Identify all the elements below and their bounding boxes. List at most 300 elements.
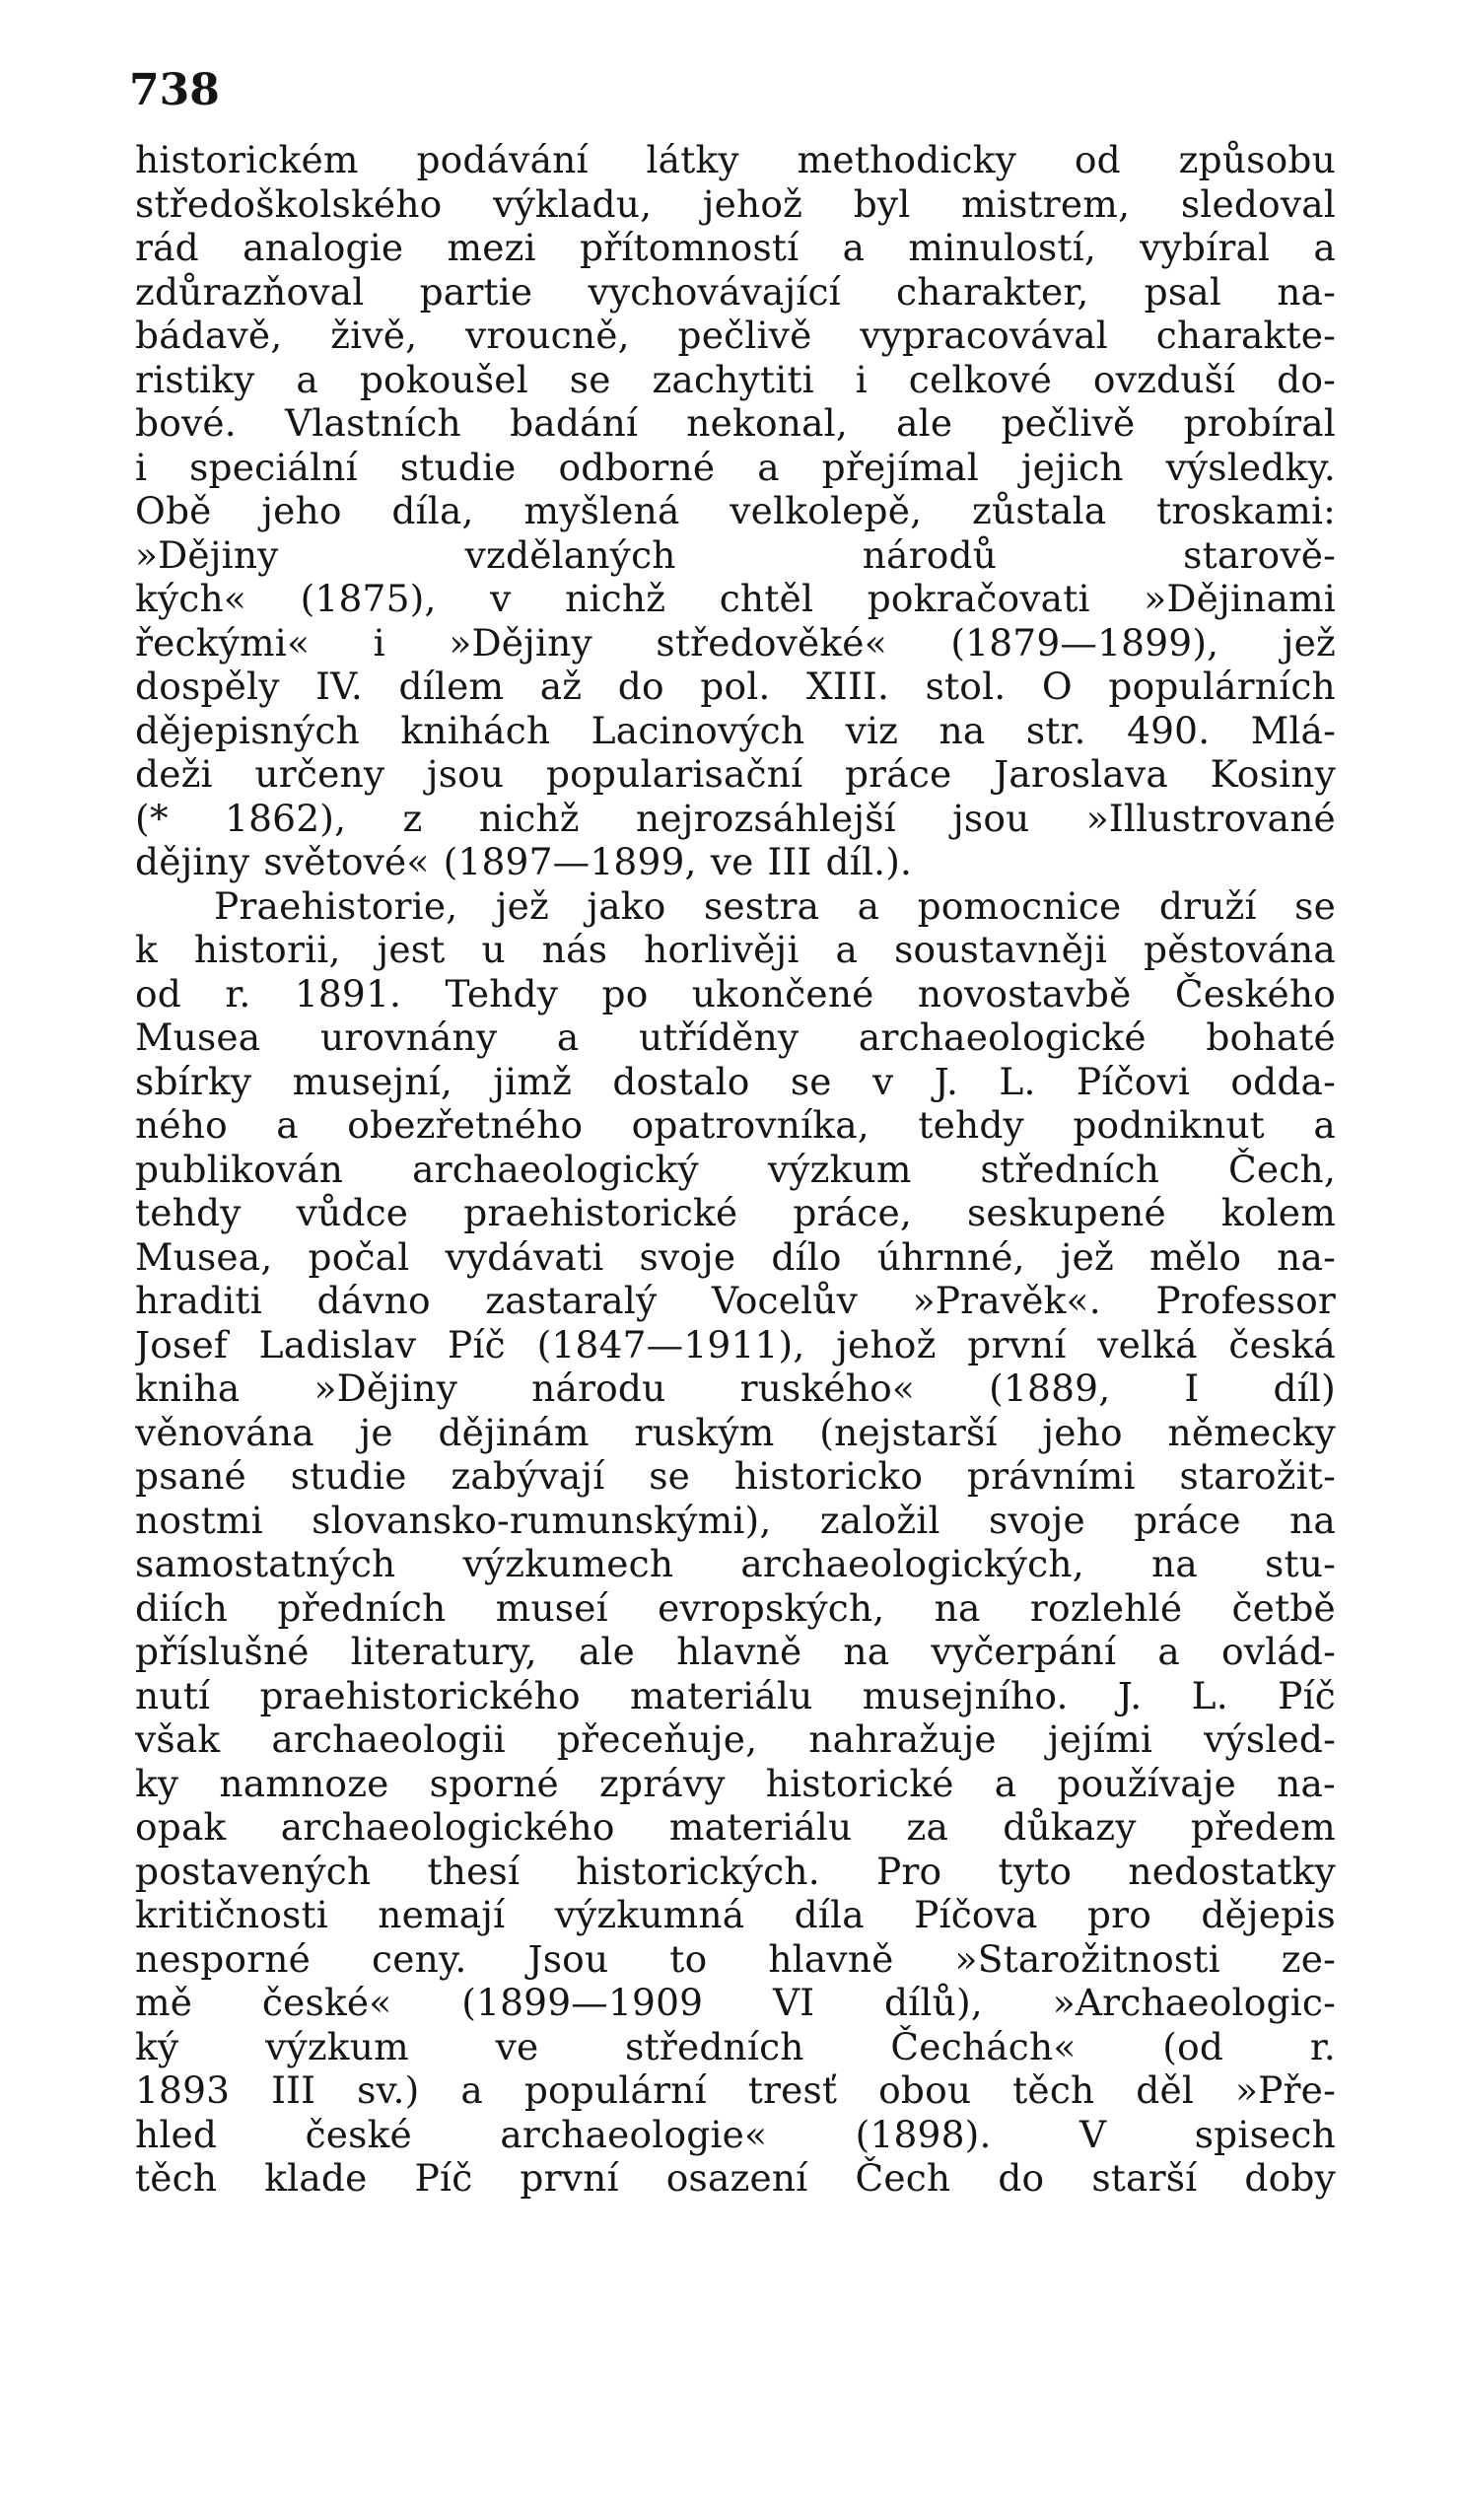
word: historicko bbox=[733, 1454, 924, 1498]
word: (1879—1899), bbox=[950, 620, 1219, 665]
word: 1891. bbox=[294, 971, 402, 1015]
word: výzkumech bbox=[462, 1542, 674, 1585]
word: přeceňuje, bbox=[556, 1717, 758, 1761]
text-line bbox=[135, 665, 1336, 709]
word: česká bbox=[1228, 1322, 1336, 1366]
word: děl bbox=[1136, 2068, 1195, 2112]
text-line bbox=[135, 1191, 1336, 1235]
word: ceny. bbox=[372, 1936, 467, 1981]
word: jest bbox=[377, 928, 446, 971]
word: a bbox=[757, 445, 780, 489]
word: ruským bbox=[634, 1410, 775, 1454]
word: seskupené bbox=[966, 1191, 1166, 1234]
word: určeny bbox=[254, 752, 385, 796]
word: historii, bbox=[193, 928, 341, 971]
word: kolem bbox=[1220, 1191, 1336, 1234]
word: vzdělaných bbox=[464, 532, 676, 577]
word: minulostí, bbox=[908, 226, 1096, 269]
text-line bbox=[135, 1015, 1336, 1060]
word: způsobu bbox=[1178, 138, 1336, 181]
word: pečlivě bbox=[677, 314, 812, 357]
text-line bbox=[135, 797, 1336, 841]
word: vypracovával bbox=[860, 314, 1108, 357]
word: Píč bbox=[448, 1322, 506, 1366]
word: hraditi bbox=[135, 1279, 262, 1322]
word: středních bbox=[980, 1147, 1160, 1191]
text-line bbox=[135, 401, 1336, 446]
text-line bbox=[135, 1805, 1336, 1850]
word: k bbox=[135, 928, 158, 971]
word: mistrem, bbox=[961, 181, 1131, 226]
word: III bbox=[767, 840, 812, 883]
word: na bbox=[939, 708, 986, 752]
text-line bbox=[135, 840, 1336, 884]
word: methodicky bbox=[797, 138, 1017, 181]
word: založil bbox=[819, 1498, 940, 1542]
word: archaeologii bbox=[271, 1717, 506, 1761]
word: mělo bbox=[1149, 1234, 1242, 1279]
text-line bbox=[135, 577, 1336, 621]
word: výsled- bbox=[1204, 1717, 1336, 1761]
word: pěstována bbox=[1144, 928, 1336, 971]
text-line bbox=[135, 1981, 1336, 2025]
word: »Pře- bbox=[1234, 2068, 1336, 2112]
text-line bbox=[135, 2113, 1336, 2157]
text-line bbox=[135, 1674, 1336, 1718]
word: se bbox=[649, 1454, 691, 1498]
word: tehdy bbox=[918, 1103, 1024, 1147]
word: J. bbox=[1117, 1673, 1143, 1717]
word: »Dějiny bbox=[449, 620, 592, 665]
word: jako bbox=[587, 883, 666, 928]
word: nahražuje bbox=[808, 1717, 997, 1761]
word: nichž bbox=[478, 796, 580, 840]
word: Jsou bbox=[527, 1936, 609, 1981]
word: ky bbox=[135, 1761, 179, 1805]
word: spisech bbox=[1194, 2112, 1336, 2156]
word: IV. bbox=[315, 665, 363, 708]
word: 1893 bbox=[135, 2068, 231, 2112]
word: díl) bbox=[1273, 1366, 1336, 1410]
word: bové. bbox=[135, 401, 237, 445]
text-line bbox=[135, 752, 1336, 797]
text-line bbox=[135, 1411, 1336, 1455]
word: byl bbox=[853, 181, 911, 226]
word: výzkum bbox=[767, 1147, 912, 1191]
word: badání bbox=[510, 401, 639, 445]
word: díl.). bbox=[825, 840, 913, 883]
word: úhrnné, bbox=[876, 1234, 1025, 1279]
word: jsou bbox=[952, 796, 1030, 840]
word: praehistorické bbox=[463, 1191, 738, 1234]
text-line bbox=[135, 446, 1336, 490]
text-line bbox=[135, 182, 1336, 227]
word: vůdce bbox=[296, 1191, 409, 1234]
word: se bbox=[1294, 883, 1336, 928]
text-line bbox=[135, 1103, 1336, 1148]
word: J. bbox=[934, 1059, 959, 1103]
word: (* bbox=[135, 796, 169, 840]
word: materiálu bbox=[630, 1673, 813, 1717]
word: opatrovníka, bbox=[631, 1103, 870, 1147]
word: popularisační bbox=[545, 752, 803, 796]
text-line bbox=[135, 1630, 1336, 1674]
text-line bbox=[135, 884, 1336, 929]
word: historické bbox=[765, 1761, 954, 1805]
word: »Pravěk«. bbox=[912, 1279, 1101, 1322]
word: klade bbox=[264, 2156, 368, 2200]
word: tehdy bbox=[135, 1191, 242, 1234]
word: archaeologického bbox=[280, 1805, 615, 1849]
text-line bbox=[135, 1454, 1336, 1499]
word: těch bbox=[1012, 2068, 1095, 2112]
word: práce bbox=[1134, 1498, 1241, 1542]
word: (od bbox=[1162, 2024, 1224, 2068]
word: Čech, bbox=[1228, 1147, 1336, 1191]
word: Píčovi bbox=[1076, 1059, 1191, 1103]
text-line bbox=[135, 226, 1336, 270]
word: Professor bbox=[1155, 1279, 1336, 1322]
word: (1847—1911), bbox=[536, 1322, 805, 1366]
word: dílů), bbox=[884, 1981, 983, 2024]
word: důkazy bbox=[1003, 1805, 1137, 1849]
word: podniknut bbox=[1073, 1103, 1265, 1147]
word: se bbox=[790, 1059, 832, 1103]
word: a bbox=[296, 357, 318, 401]
word: to bbox=[669, 1936, 708, 1981]
word: národů bbox=[862, 532, 998, 577]
word: opak bbox=[135, 1805, 227, 1849]
word: ovlád- bbox=[1220, 1630, 1336, 1673]
word: i bbox=[373, 620, 385, 665]
word: r. bbox=[1309, 2024, 1336, 2068]
word: ovzduší bbox=[1092, 357, 1236, 401]
word: musejního. bbox=[862, 1673, 1069, 1717]
word: sestra bbox=[703, 883, 820, 928]
text-line bbox=[135, 1366, 1336, 1411]
word: »Dějiny bbox=[135, 532, 279, 577]
word: vybíral bbox=[1140, 226, 1271, 269]
word: ale bbox=[896, 401, 953, 445]
word: postavených bbox=[135, 1849, 372, 1893]
word: kniha bbox=[135, 1366, 241, 1410]
word: první bbox=[520, 2156, 619, 2200]
text-line bbox=[135, 2025, 1336, 2069]
text-line bbox=[135, 314, 1336, 358]
word: nostmi bbox=[135, 1498, 263, 1542]
word: první bbox=[967, 1322, 1067, 1366]
word: thesí bbox=[427, 1849, 521, 1893]
word: a bbox=[857, 883, 880, 928]
word: musejní, bbox=[292, 1059, 453, 1103]
word: odda- bbox=[1230, 1059, 1336, 1103]
word: r. bbox=[225, 971, 251, 1015]
word: dějinám bbox=[438, 1410, 590, 1454]
word: partie bbox=[419, 269, 533, 314]
word: archaeologický bbox=[412, 1147, 699, 1191]
word: Kosiny bbox=[1210, 752, 1336, 796]
word: stol. bbox=[925, 665, 1007, 708]
word: kých« bbox=[135, 577, 247, 620]
word: Českého bbox=[1174, 971, 1336, 1015]
word: archaeologických, bbox=[740, 1542, 1084, 1585]
text-line bbox=[135, 533, 1336, 578]
word: zdůrazňoval bbox=[135, 269, 365, 314]
word: diích bbox=[135, 1585, 229, 1630]
word: deži bbox=[135, 752, 213, 796]
word: látky bbox=[646, 138, 739, 181]
word: obou bbox=[878, 2068, 972, 2112]
word: horlivěji bbox=[644, 928, 800, 971]
word: nichž bbox=[565, 577, 666, 620]
word: stu- bbox=[1265, 1542, 1336, 1585]
word: pokračovati bbox=[867, 577, 1090, 620]
word: (1899—1909 bbox=[461, 1981, 704, 2024]
word: pro bbox=[1086, 1893, 1152, 1936]
word: středověké« bbox=[656, 620, 887, 665]
word: VI bbox=[772, 1981, 815, 2024]
word: soustavněji bbox=[894, 928, 1108, 971]
text-line bbox=[135, 1499, 1336, 1543]
word: L. bbox=[999, 1059, 1036, 1103]
word: rád bbox=[135, 226, 199, 269]
word: Musea bbox=[135, 1015, 261, 1059]
word: I bbox=[1184, 1366, 1200, 1410]
word: velká bbox=[1097, 1322, 1198, 1366]
word: samostatných bbox=[135, 1542, 396, 1585]
word: Praehistorie, bbox=[214, 883, 458, 928]
word: »Dějinami bbox=[1144, 577, 1336, 620]
word: Vlastních bbox=[285, 401, 461, 445]
word: předních bbox=[277, 1585, 447, 1630]
text-line bbox=[135, 1542, 1336, 1586]
word: hlavně bbox=[768, 1936, 894, 1981]
word: odborné bbox=[558, 445, 716, 489]
word: historických. bbox=[576, 1849, 820, 1893]
word: 1862), bbox=[225, 796, 347, 840]
word: hlavně bbox=[676, 1630, 802, 1673]
word: Píč bbox=[1278, 1673, 1336, 1717]
word: i bbox=[135, 445, 148, 489]
word: ristiky bbox=[135, 357, 255, 401]
word: živě, bbox=[330, 314, 418, 357]
word: jeho bbox=[1042, 1410, 1123, 1454]
word: mě bbox=[135, 1981, 193, 2024]
word: sv.) bbox=[357, 2068, 420, 2112]
word: a bbox=[1313, 226, 1336, 269]
word: museí bbox=[495, 1585, 608, 1630]
word: těch bbox=[135, 2156, 218, 2200]
word: namnoze bbox=[219, 1761, 389, 1805]
word: Jaroslava bbox=[994, 752, 1168, 796]
word: nejrozsáhlejší bbox=[636, 796, 896, 840]
word: a bbox=[835, 928, 859, 971]
word: Lacinových bbox=[591, 708, 805, 752]
word: archaeologie« bbox=[500, 2112, 768, 2156]
word: jsou bbox=[426, 752, 505, 796]
word: XIII. bbox=[806, 665, 890, 708]
word: a bbox=[1157, 1630, 1180, 1673]
word: dějepis bbox=[1201, 1893, 1336, 1936]
word: charakte- bbox=[1155, 314, 1336, 357]
text-line bbox=[135, 489, 1336, 533]
word: rozlehlé bbox=[1029, 1585, 1183, 1630]
word: národu bbox=[531, 1366, 666, 1410]
word: tresť bbox=[747, 2068, 838, 2112]
word: sledoval bbox=[1180, 181, 1336, 226]
word: (1889, bbox=[989, 1366, 1111, 1410]
word: na- bbox=[1277, 1234, 1336, 1279]
word: svoje bbox=[639, 1234, 736, 1279]
word: Čechách« bbox=[890, 2024, 1077, 2068]
word: Josef bbox=[135, 1322, 228, 1366]
word: vychovávající bbox=[588, 269, 841, 314]
word: III bbox=[271, 2068, 316, 2112]
word: a bbox=[460, 2068, 483, 2112]
word: výzkum bbox=[265, 2024, 409, 2068]
word: Píč bbox=[414, 2156, 473, 2200]
word: používaje bbox=[1057, 1761, 1237, 1805]
word: zprávy bbox=[599, 1761, 726, 1805]
word: na- bbox=[1277, 1761, 1336, 1805]
word: v bbox=[490, 577, 512, 620]
word: díla, bbox=[391, 489, 474, 532]
word: se bbox=[569, 357, 611, 401]
word: viz bbox=[845, 708, 899, 752]
word: práce bbox=[844, 752, 952, 796]
word: světové« bbox=[263, 840, 430, 883]
word: slovansko-rumunskými), bbox=[312, 1498, 772, 1542]
word: středoškolského bbox=[135, 181, 443, 226]
word: ale bbox=[578, 1630, 636, 1673]
text-line bbox=[135, 709, 1336, 753]
word: bohaté bbox=[1206, 1015, 1336, 1059]
text-line bbox=[135, 1279, 1336, 1323]
word: Čech bbox=[855, 2156, 951, 2200]
word: však bbox=[135, 1717, 221, 1761]
body-text bbox=[135, 138, 1336, 2201]
word: jejími bbox=[1047, 1717, 1153, 1761]
word: zabývají bbox=[451, 1454, 605, 1498]
word: dávno bbox=[316, 1279, 431, 1322]
word: věnována bbox=[135, 1410, 314, 1454]
word: myšlená bbox=[523, 489, 680, 532]
word: pol. bbox=[700, 665, 771, 708]
word: na bbox=[934, 1585, 981, 1630]
word: z bbox=[402, 796, 423, 840]
word: nemají bbox=[378, 1893, 506, 1936]
word: nekonal, bbox=[686, 401, 848, 445]
word: sporné bbox=[429, 1761, 559, 1805]
word: psané bbox=[135, 1454, 246, 1498]
word: a bbox=[1313, 1103, 1336, 1147]
word: Musea, bbox=[135, 1234, 273, 1279]
word: přejímal bbox=[821, 445, 979, 489]
text-line bbox=[135, 928, 1336, 972]
word: jež bbox=[1060, 1234, 1114, 1279]
word: na bbox=[1151, 1542, 1198, 1585]
text-line bbox=[135, 2068, 1336, 2113]
word: studie bbox=[290, 1454, 407, 1498]
text-line bbox=[135, 1893, 1336, 1937]
word: celkové bbox=[908, 357, 1053, 401]
word: obezřetného bbox=[347, 1103, 584, 1147]
word: podávání bbox=[416, 138, 589, 181]
word: osazení bbox=[665, 2156, 808, 2200]
word: velkolepě, bbox=[730, 489, 923, 532]
text-line bbox=[135, 972, 1336, 1016]
word: příslušné bbox=[135, 1630, 310, 1673]
word: »Archaeologic- bbox=[1052, 1981, 1336, 2024]
word: Tehdy bbox=[445, 971, 559, 1015]
word: jež bbox=[1282, 620, 1336, 665]
word: výzkumná bbox=[554, 1893, 745, 1936]
word: zachytiti bbox=[652, 357, 814, 401]
word: ného bbox=[135, 1103, 228, 1147]
word: kritičnosti bbox=[135, 1893, 328, 1936]
word: str. bbox=[1025, 708, 1086, 752]
word: speciální bbox=[189, 445, 358, 489]
word: je bbox=[359, 1410, 393, 1454]
word: i bbox=[855, 357, 868, 401]
word: (1898). bbox=[855, 2112, 992, 2156]
word: starožit- bbox=[1179, 1454, 1336, 1498]
word: historickém bbox=[135, 138, 359, 181]
word: chtěl bbox=[719, 577, 814, 620]
word: jehož bbox=[836, 1322, 937, 1366]
text-line bbox=[135, 1762, 1336, 1806]
text-line bbox=[135, 621, 1336, 665]
text-line bbox=[135, 1586, 1336, 1631]
word: analogie bbox=[243, 226, 404, 269]
word: středních bbox=[625, 2024, 804, 2068]
text-line bbox=[135, 1850, 1336, 1894]
word: za bbox=[906, 1805, 949, 1849]
word: ukončené bbox=[691, 971, 874, 1015]
word: počal bbox=[308, 1234, 410, 1279]
word: troskami: bbox=[1156, 489, 1336, 532]
word: na- bbox=[1277, 269, 1336, 314]
word: na bbox=[843, 1630, 890, 1673]
word: V bbox=[1079, 2112, 1107, 2156]
word: na bbox=[1289, 1498, 1336, 1542]
word: pomocnice bbox=[917, 883, 1122, 928]
word: (1875), bbox=[300, 577, 437, 620]
word: dějiny bbox=[135, 840, 250, 883]
text-line bbox=[135, 138, 1336, 182]
word: vroucně, bbox=[465, 314, 630, 357]
word: druží bbox=[1158, 883, 1257, 928]
word: starší bbox=[1091, 2156, 1198, 2200]
word: populárních bbox=[1108, 665, 1336, 708]
text-line bbox=[135, 1235, 1336, 1280]
word: Pro bbox=[876, 1849, 942, 1893]
word: ve bbox=[710, 840, 754, 883]
word: dospěly bbox=[135, 665, 280, 708]
text-line bbox=[135, 1148, 1336, 1192]
word: dějepisných bbox=[135, 708, 360, 752]
word: Mlá- bbox=[1250, 708, 1336, 752]
word: »Starožitnosti bbox=[954, 1936, 1220, 1981]
word: a bbox=[842, 226, 866, 269]
word: nesporné bbox=[135, 1936, 312, 1981]
word: 490. bbox=[1127, 708, 1211, 752]
word: praehistorického bbox=[259, 1673, 581, 1717]
text-line bbox=[135, 358, 1336, 402]
word: vydávati bbox=[445, 1234, 604, 1279]
word: jeho bbox=[261, 489, 342, 532]
text-line bbox=[135, 1060, 1336, 1104]
